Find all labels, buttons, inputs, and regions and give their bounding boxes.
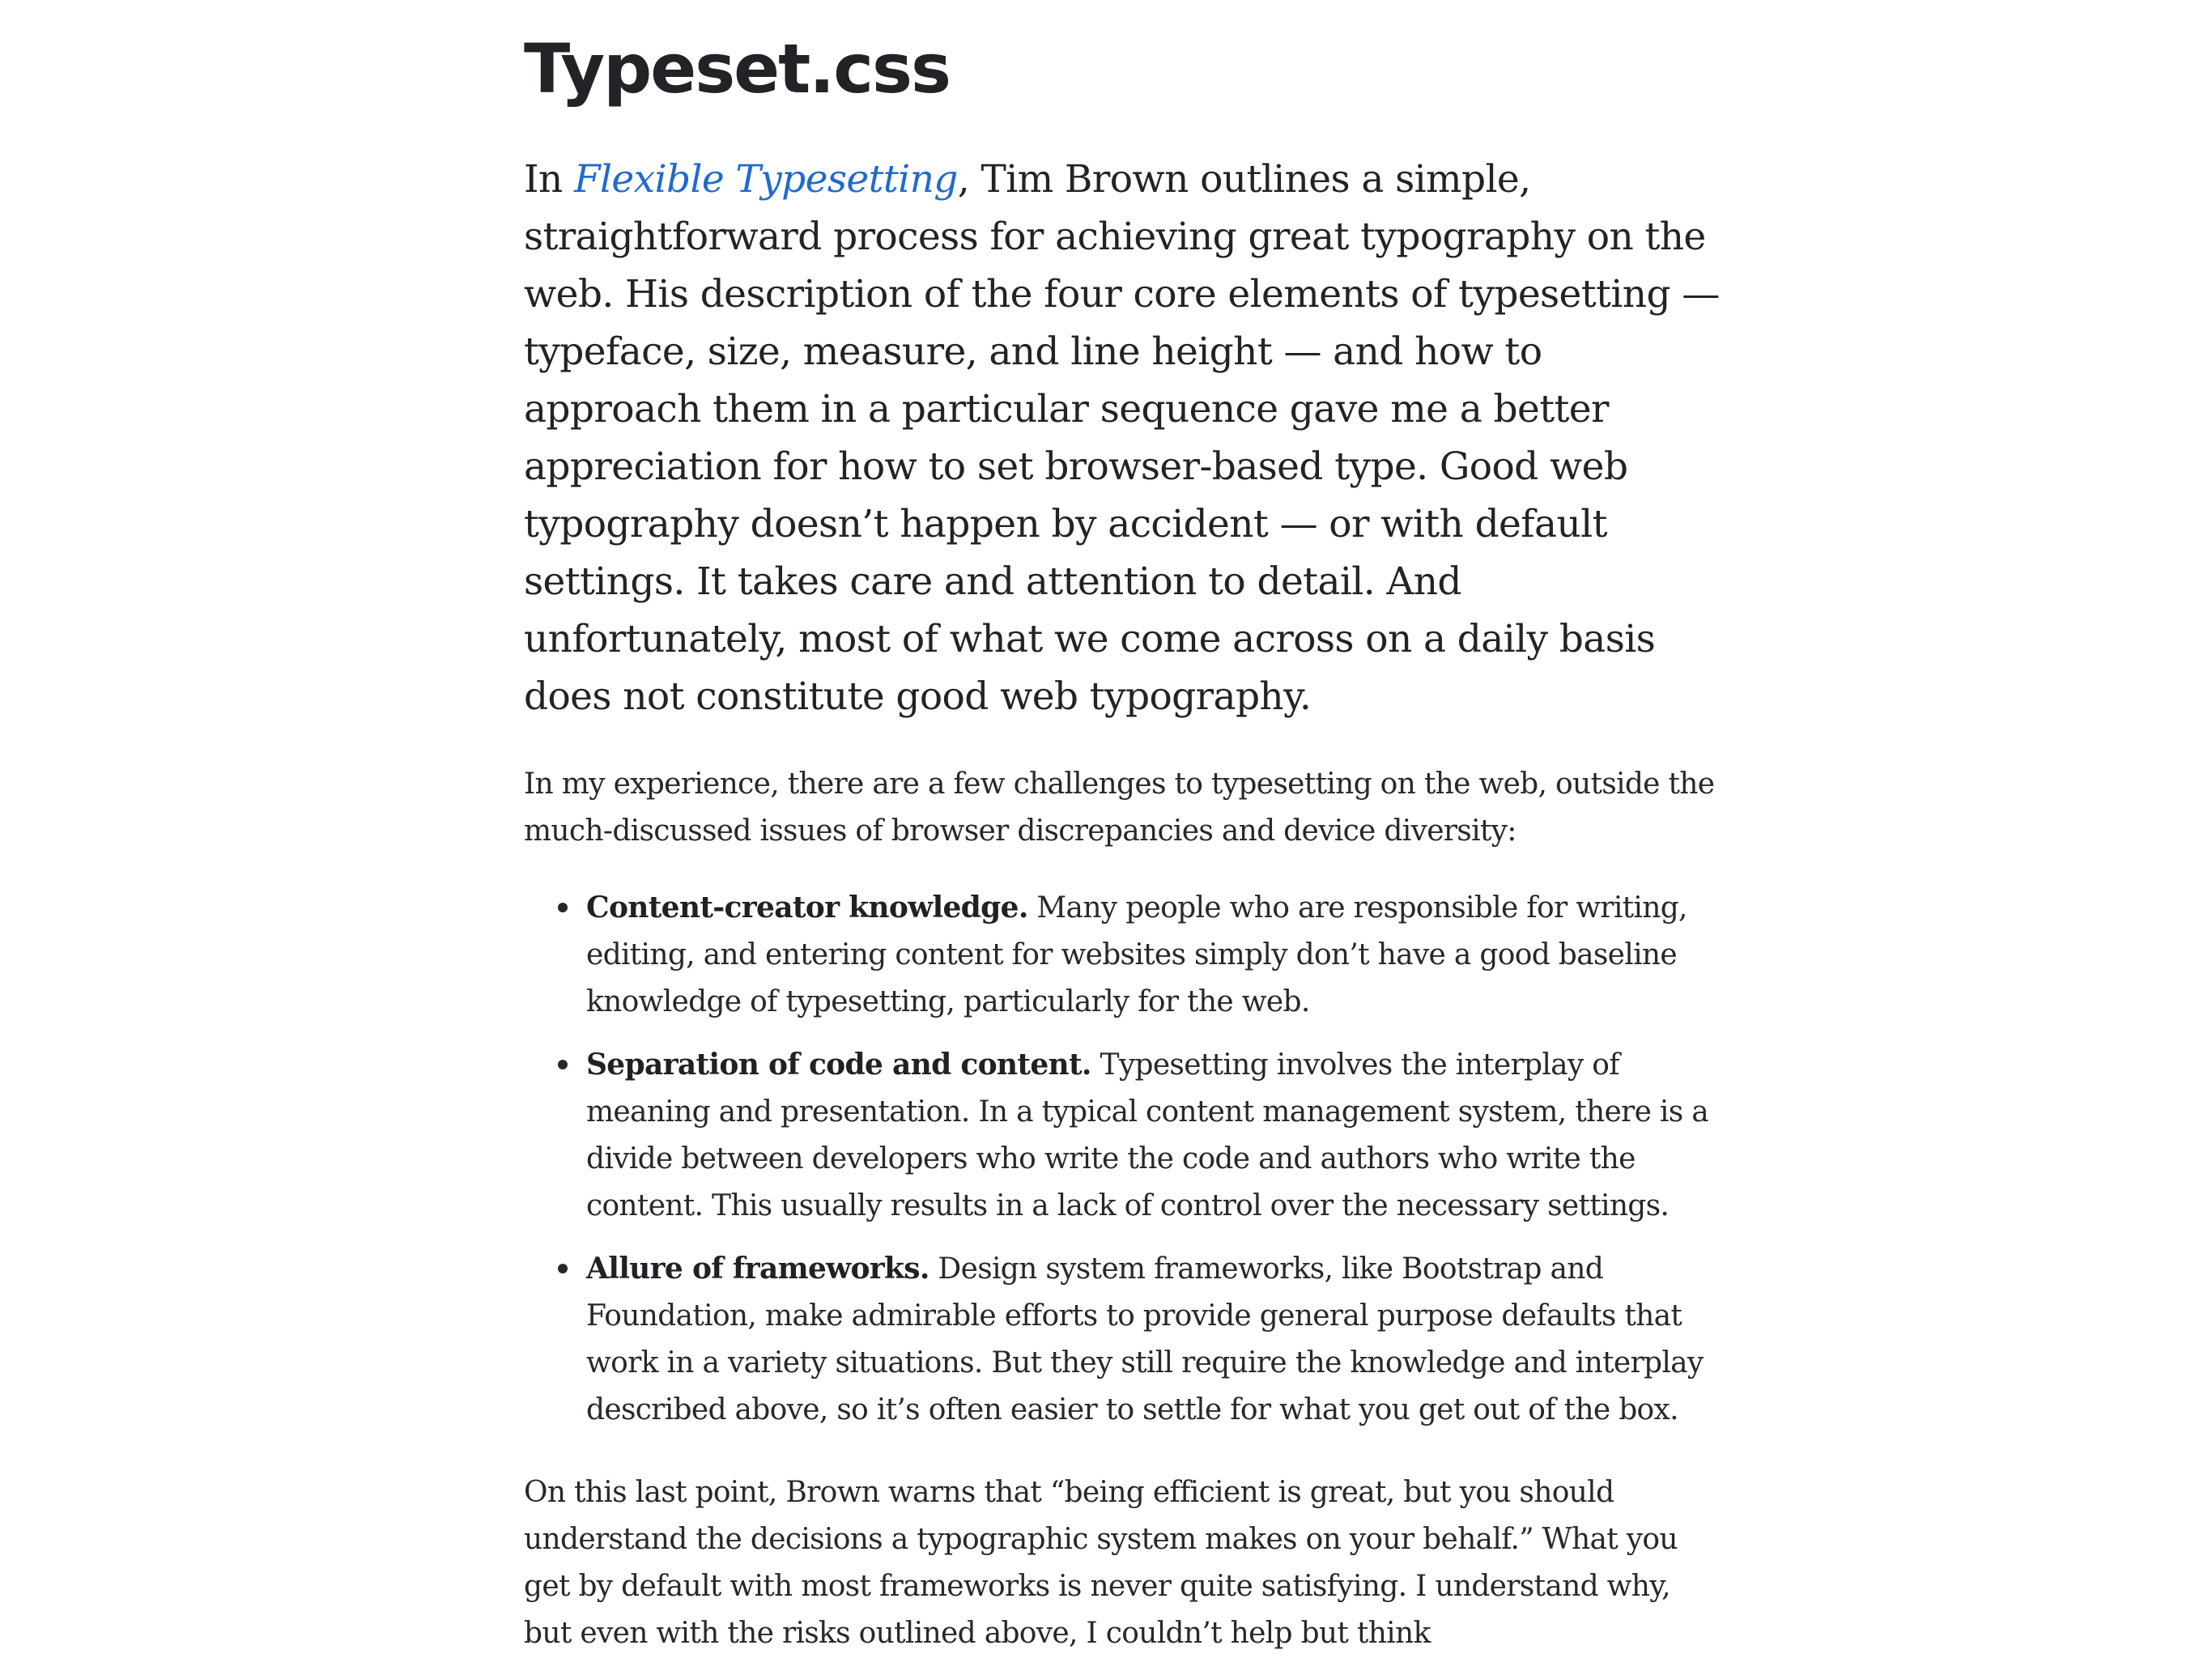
closing-paragraph: On this last point, Brown warns that “being efficient is great, but you should understand the decisions a typographic system makes on your behalf.” What you get by default with most frameworks is never quite satisfying. I understand why, but even with the risks outlined above, I couldn’t help but think (524, 1476, 1678, 1650)
list-item-term: Separation of code and content. (586, 1048, 1091, 1082)
list-item-text: Typesetting involves the interplay of meaning and presentation. In a typical content management system, there is a divide between developers who write the code and authors who write the content. This usually results in a lack of control over the necessary settings. (586, 1048, 1709, 1222)
page-title: Typeset.css (524, 29, 951, 108)
lede-prefix: In (524, 157, 574, 202)
lede-body: , Tim Brown outlines a simple, straightforward process for achieving great typography on the web. His description of the four core elements of typesetting — typeface, size, measure, and line height — and how to approach them in a particular sequence gave me a better appreciation for how to set browser-based type. Good web typography doesn’t happen by accident — or with default settings. It takes care and attention to detail. And unfortunately, most of what we come across on a daily basis does not constitute good web typography. (524, 157, 1720, 719)
challenges-list (524, 884, 1722, 1434)
list-item-text: Many people who are responsible for writing, editing, and entering content for websites simply don’t have a good baseline knowledge of typesetting, particularly for the web. (586, 891, 1687, 1018)
bullet-icon (558, 1060, 568, 1069)
lede-paragraph (524, 151, 1722, 725)
list-item-term: Content-creator knowledge. (586, 891, 1028, 925)
article (524, 24, 1722, 1657)
flexible-typesetting-link[interactable]: Flexible Typesetting (573, 157, 958, 202)
list-item (586, 1245, 1722, 1434)
list-item (586, 884, 1722, 1026)
bullet-icon (558, 1264, 568, 1273)
list-item-text: Design system frameworks, like Bootstrap and Foundation, make admirable efforts to provide general purpose defaults that work in a variety situations. But they still require the knowledge and interplay described above, so it’s often easier to settle for what you get out of the box. (586, 1252, 1704, 1426)
bullet-icon (558, 903, 568, 912)
intro-paragraph: In my experience, there are a few challenges to typesetting on the web, outside the much-discussed issues of browser discrepancies and device diversity: (524, 767, 1715, 848)
list-item-term: Allure of frameworks. (586, 1252, 929, 1286)
list-item (586, 1041, 1722, 1230)
